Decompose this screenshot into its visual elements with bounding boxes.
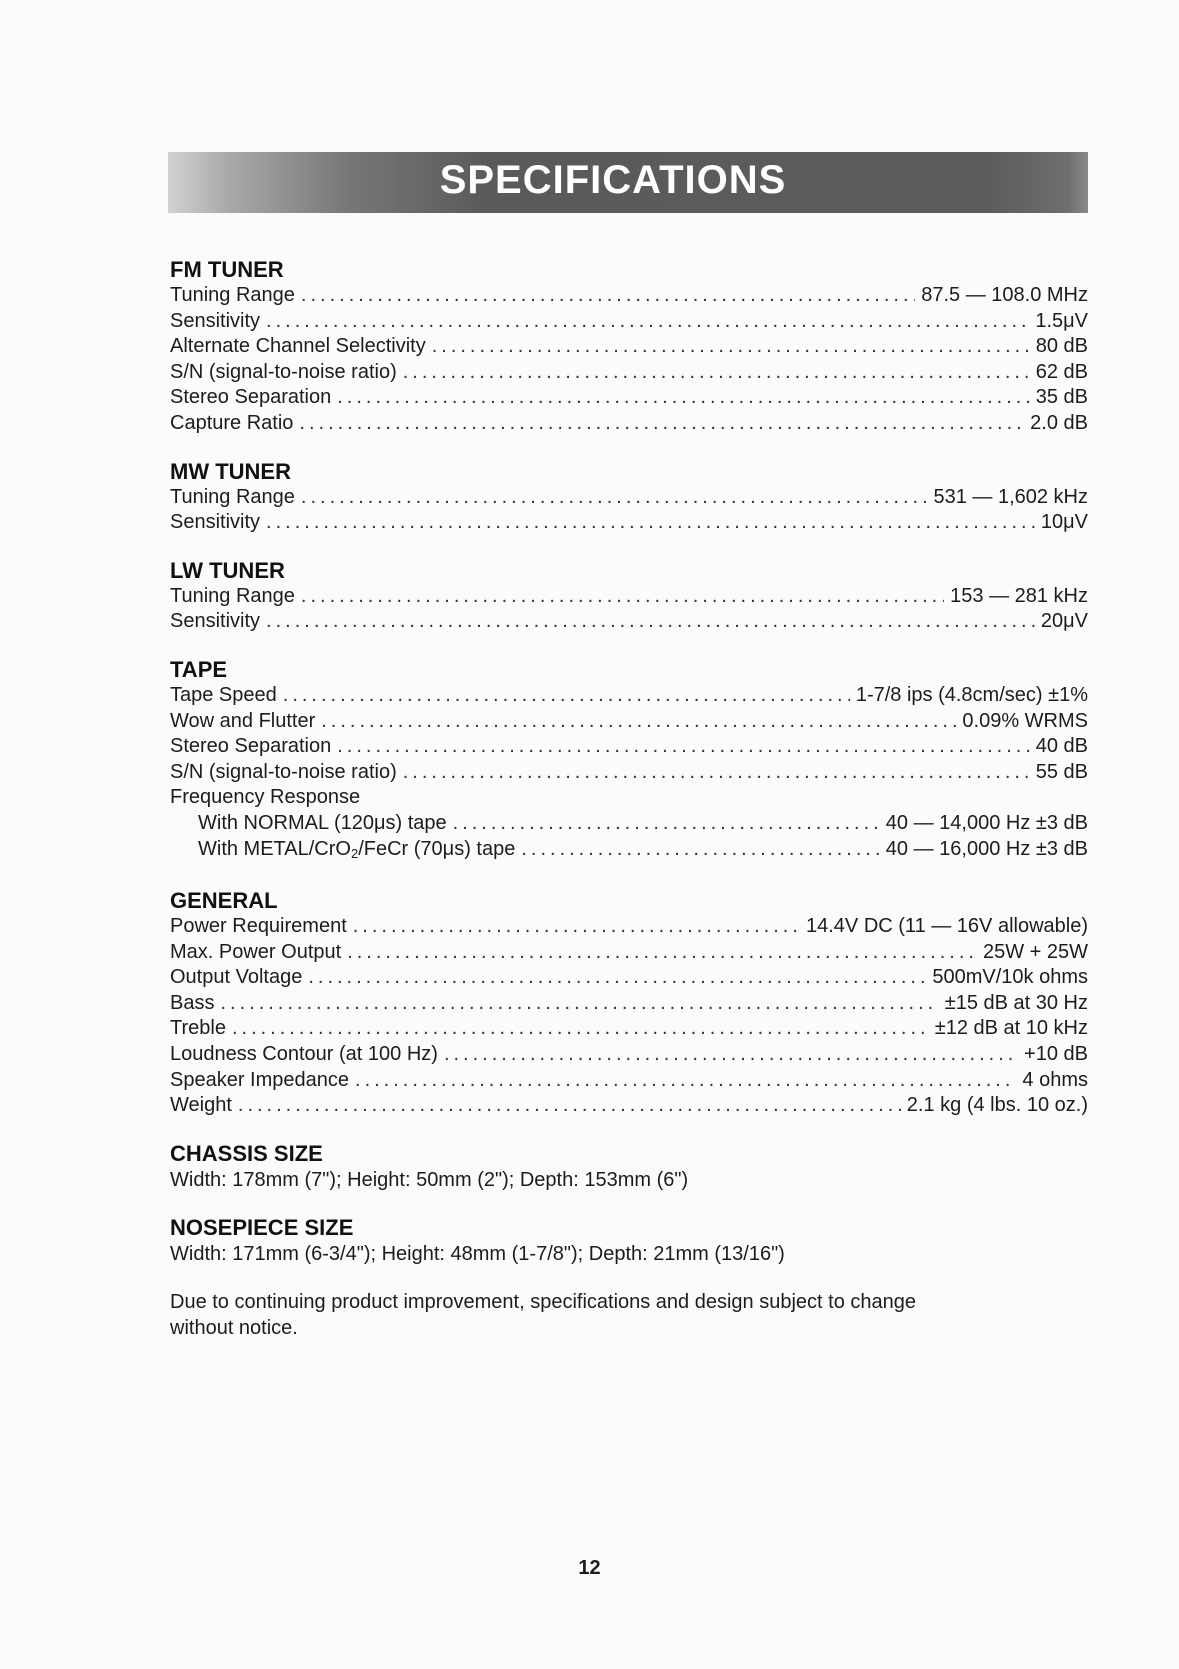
- tape-section: [170, 657, 1088, 866]
- spec-value: +10 dB: [1024, 1043, 1088, 1066]
- leader-dots: [353, 914, 800, 940]
- spec-value: 500mV/10k ohms: [932, 966, 1088, 989]
- spec-row: [170, 811, 1088, 837]
- spec-row: [170, 609, 1088, 635]
- spec-row: [170, 991, 1088, 1017]
- spec-row: [170, 309, 1088, 335]
- leader-dots: [347, 940, 977, 966]
- nosepiece-size-section: [170, 1215, 1088, 1267]
- leader-dots: [283, 683, 850, 709]
- leader-dots: [355, 1068, 1016, 1094]
- leader-dots: [337, 734, 1030, 760]
- spec-label: Tape Speed: [170, 683, 277, 706]
- spec-row: [170, 1093, 1088, 1119]
- leader-dots: [432, 334, 1030, 360]
- leader-dots: [238, 1093, 901, 1119]
- spec-label: S/N (signal-to-noise ratio): [170, 760, 397, 783]
- spec-value: 531 — 1,602 kHz: [933, 485, 1088, 508]
- leader-dots: [220, 991, 938, 1017]
- leader-dots: [453, 811, 880, 837]
- spec-label: Power Requirement: [170, 915, 347, 938]
- spec-label: Stereo Separation: [170, 386, 332, 409]
- spec-value: 40 — 14,000 Hz ±3 dB: [885, 811, 1088, 834]
- spec-value: 153 — 281 kHz: [950, 584, 1088, 607]
- spec-row: [170, 760, 1088, 786]
- notice-line: without notice.: [170, 1316, 298, 1339]
- general-section: [170, 888, 1088, 1119]
- leader-dots: [232, 1016, 929, 1042]
- spec-row: [170, 334, 1088, 360]
- spec-value: ±15 dB at 30 Hz: [944, 991, 1088, 1014]
- leader-dots: [301, 485, 928, 511]
- label-part: With METAL/CrO: [198, 837, 351, 860]
- spec-row: [170, 837, 1088, 867]
- leader-dots: [308, 965, 926, 991]
- spec-label: Treble: [170, 1017, 226, 1040]
- specifications-banner: [168, 152, 1088, 213]
- spec-row: [170, 683, 1088, 709]
- section-title: NOSEPIECE SIZE: [170, 1214, 354, 1240]
- mw-tuner-section: [170, 459, 1088, 536]
- spec-row: [170, 965, 1088, 991]
- spec-value: 14.4V DC (11 — 16V allowable): [806, 915, 1088, 938]
- section-title: GENERAL: [170, 888, 278, 914]
- spec-row: [170, 734, 1088, 760]
- spec-label: Wow and Flutter: [170, 709, 316, 732]
- spec-label: With NORMAL (120μs) tape: [198, 811, 447, 834]
- spec-label: Sensitivity: [170, 511, 261, 534]
- spec-row: [170, 914, 1088, 940]
- spec-value: 0.09% WRMS: [962, 709, 1088, 732]
- spec-value: 80 dB: [1035, 335, 1088, 358]
- section-title: CHASSIS SIZE: [170, 1140, 323, 1166]
- spec-value: 10μV: [1040, 511, 1088, 534]
- notice-line: Due to continuing product improvement, specifications and design subject to change: [170, 1290, 917, 1313]
- label-part: /FeCr (70μs) tape: [358, 837, 516, 860]
- section-title: MW TUNER: [170, 458, 291, 484]
- spec-value: 40 dB: [1035, 735, 1088, 758]
- leader-dots: [301, 584, 944, 610]
- spec-label: Sensitivity: [170, 610, 261, 633]
- leader-dots: [337, 385, 1030, 411]
- spec-value: 1.5μV: [1035, 309, 1088, 332]
- spec-value: 62 dB: [1035, 360, 1088, 383]
- frequency-response-label-row: [170, 785, 1088, 811]
- spec-row: [170, 411, 1088, 437]
- spec-row: [170, 1016, 1088, 1042]
- spec-value: 35 dB: [1035, 386, 1088, 409]
- spec-value: 2.1 kg (4 lbs. 10 oz.): [906, 1094, 1088, 1117]
- spec-label: Capture Ratio: [170, 411, 294, 434]
- spec-label: Sensitivity: [170, 309, 261, 332]
- spec-value: 55 dB: [1035, 760, 1088, 783]
- section-title: TAPE: [170, 656, 228, 682]
- spec-content: [170, 257, 1088, 1363]
- spec-row: [170, 360, 1088, 386]
- spec-row: [170, 485, 1088, 511]
- spec-label: Speaker Impedance: [170, 1068, 350, 1091]
- spec-row: [170, 584, 1088, 610]
- leader-dots: [521, 837, 879, 863]
- lw-tuner-section: [170, 558, 1088, 635]
- spec-label: Frequency Response: [170, 786, 361, 809]
- spec-label: Weight: [170, 1094, 232, 1117]
- spec-label: S/N (signal-to-noise ratio): [170, 360, 397, 383]
- spec-label: Stereo Separation: [170, 735, 332, 758]
- spec-value: 87.5 — 108.0 MHz: [921, 284, 1088, 306]
- spec-value: 25W + 25W: [982, 940, 1088, 963]
- leader-dots: [266, 609, 1035, 635]
- spec-row: [170, 510, 1088, 536]
- notice: [170, 1289, 1088, 1341]
- spec-label: Max. Power Output: [170, 940, 342, 963]
- leader-dots: [444, 1042, 1018, 1068]
- spec-row: [170, 1068, 1088, 1094]
- section-title: LW TUNER: [170, 557, 285, 583]
- fm-tuner-section: [170, 257, 1088, 437]
- nosepiece-dimensions: Width: 171mm (6-3/4"); Height: 48mm (1-7/8"); Depth: 21mm (13/16"): [170, 1242, 785, 1265]
- spec-label: Bass: [170, 991, 215, 1014]
- leader-dots: [266, 510, 1035, 536]
- spec-row: [170, 709, 1088, 735]
- spec-row: [170, 940, 1088, 966]
- section-title: FM TUNER: [170, 257, 284, 282]
- spec-row: [170, 1042, 1088, 1068]
- spec-value: ±12 dB at 10 kHz: [934, 1017, 1088, 1040]
- leader-dots: [299, 411, 1024, 437]
- spec-label: Tuning Range: [170, 485, 295, 508]
- spec-label: Tuning Range: [170, 584, 295, 607]
- spec-label: Tuning Range: [170, 284, 295, 306]
- chassis-dimensions: Width: 178mm (7"); Height: 50mm (2"); Depth: 153mm (6"): [170, 1168, 689, 1191]
- spec-value: 1-7/8 ips (4.8cm/sec) ±1%: [855, 683, 1088, 706]
- chassis-size-section: [170, 1141, 1088, 1193]
- spec-value: 4 ohms: [1022, 1068, 1088, 1091]
- spec-label: Output Voltage: [170, 966, 303, 989]
- spec-label: [170, 837, 515, 867]
- spec-value: 20μV: [1040, 610, 1088, 633]
- spec-row: [170, 283, 1088, 309]
- leader-dots: [301, 283, 915, 309]
- leader-dots: [321, 709, 956, 735]
- spec-label: Alternate Channel Selectivity: [170, 335, 426, 358]
- spec-value: 2.0 dB: [1030, 411, 1088, 434]
- page-number: 12: [578, 1557, 601, 1579]
- subscript: 2: [350, 845, 359, 861]
- leader-dots: [266, 309, 1029, 335]
- leader-dots: [403, 360, 1030, 386]
- leader-dots: [403, 760, 1030, 786]
- spec-row: [170, 385, 1088, 411]
- spec-value: 40 — 16,000 Hz ±3 dB: [885, 837, 1088, 860]
- spec-label: Loudness Contour (at 100 Hz): [170, 1043, 438, 1066]
- page-title: SPECIFICATIONS: [439, 158, 787, 202]
